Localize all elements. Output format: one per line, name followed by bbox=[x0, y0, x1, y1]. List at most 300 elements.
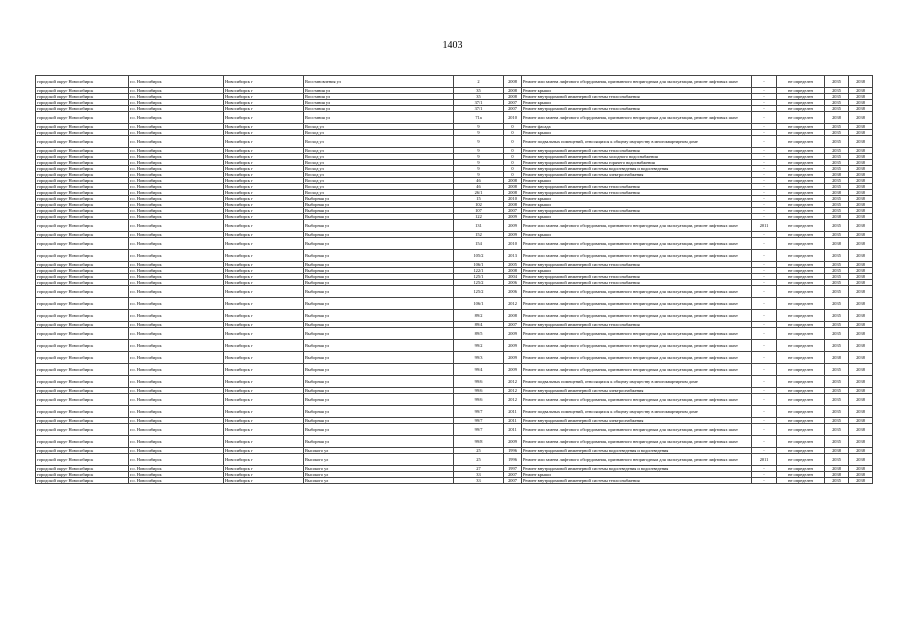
cell-locality: Новосибирск г bbox=[224, 208, 304, 214]
cell-year: 2008 bbox=[504, 268, 522, 274]
cell-year-from: 2035 bbox=[825, 268, 849, 274]
table-row bbox=[36, 76, 873, 88]
cell-status: не определен bbox=[777, 328, 825, 340]
cell-extra: - bbox=[752, 160, 777, 166]
cell-city: городской округ Новосибирск bbox=[36, 418, 129, 424]
cell-city: городской округ Новосибирск bbox=[36, 436, 129, 448]
cell-year: 2009 bbox=[504, 340, 522, 352]
cell-locality: Новосибирск г bbox=[224, 424, 304, 436]
cell-work: Ремонт или замена лифтового оборудования, признанного непригодным для эксплуатации, ремонт лифтовых шахт bbox=[522, 112, 752, 124]
cell-work: Ремонт или замена лифтового оборудования, признанного непригодным для эксплуатации, ремонт лифтовых шахт bbox=[522, 364, 752, 376]
cell-year: 2008 bbox=[504, 178, 522, 184]
cell-year-from: 2035 bbox=[825, 388, 849, 394]
cell-year-to: 2038 bbox=[849, 418, 873, 424]
cell-okrug: г.о. Новосибирск bbox=[129, 130, 224, 136]
cell-house: 89/5 bbox=[454, 328, 504, 340]
cell-status: не определен bbox=[777, 88, 825, 94]
cell-house: 125/1 bbox=[454, 274, 504, 280]
cell-status: не определен bbox=[777, 298, 825, 310]
cell-city: городской округ Новосибирск bbox=[36, 136, 129, 148]
cell-house: 33 bbox=[454, 472, 504, 478]
cell-okrug: г.о. Новосибирск bbox=[129, 166, 224, 172]
cell-year-from: 2035 bbox=[825, 76, 849, 88]
cell-year-to: 2038 bbox=[849, 262, 873, 268]
cell-okrug: г.о. Новосибирск bbox=[129, 262, 224, 268]
cell-year-from: 2038 bbox=[825, 352, 849, 364]
cell-extra: - bbox=[752, 190, 777, 196]
cell-work: Ремонт внутридомовой инженерной системы теплоснабжения bbox=[522, 280, 752, 286]
cell-street: Выборная ул bbox=[304, 220, 454, 232]
cell-year-from: 2035 bbox=[825, 208, 849, 214]
cell-locality: Новосибирск г bbox=[224, 190, 304, 196]
cell-okrug: г.о. Новосибирск bbox=[129, 322, 224, 328]
cell-locality: Новосибирск г bbox=[224, 184, 304, 190]
cell-okrug: г.о. Новосибирск bbox=[129, 436, 224, 448]
cell-status: не определен bbox=[777, 466, 825, 472]
cell-status: не определен bbox=[777, 148, 825, 154]
cell-work: Ремонт внутридомовой инженерной системы теплоснабжения bbox=[522, 184, 752, 190]
cell-status: не определен bbox=[777, 454, 825, 466]
cell-extra: - bbox=[752, 328, 777, 340]
cell-okrug: г.о. Новосибирск bbox=[129, 88, 224, 94]
cell-city: городской округ Новосибирск bbox=[36, 196, 129, 202]
table-row bbox=[36, 352, 873, 364]
cell-house: 9 bbox=[454, 136, 504, 148]
cell-work: Ремонт подвальных помещений, относящихся к общему имуществу в многоквартирном доме bbox=[522, 376, 752, 388]
cell-year-to: 2038 bbox=[849, 352, 873, 364]
cell-extra: - bbox=[752, 340, 777, 352]
cell-locality: Новосибирск г bbox=[224, 478, 304, 484]
cell-okrug: г.о. Новосибирск bbox=[129, 220, 224, 232]
cell-year-to: 2038 bbox=[849, 454, 873, 466]
cell-year-to: 2038 bbox=[849, 154, 873, 160]
cell-work: Ремонт внутридомовой инженерной системы теплоснабжения bbox=[522, 262, 752, 268]
cell-house: 9 bbox=[454, 166, 504, 172]
cell-work: Ремонт внутридомовой инженерной системы теплоснабжения bbox=[522, 322, 752, 328]
cell-year: 2008 bbox=[504, 76, 522, 88]
cell-work: Ремонт крыши bbox=[522, 100, 752, 106]
cell-status: не определен bbox=[777, 232, 825, 238]
cell-year-to: 2038 bbox=[849, 286, 873, 298]
cell-city: городской округ Новосибирск bbox=[36, 364, 129, 376]
cell-okrug: г.о. Новосибирск bbox=[129, 208, 224, 214]
cell-locality: Новосибирск г bbox=[224, 124, 304, 130]
cell-year-from: 2035 bbox=[825, 178, 849, 184]
cell-year-from: 2035 bbox=[825, 424, 849, 436]
cell-work: Ремонт внутридомовой инженерной системы холодного водоснабжения bbox=[522, 154, 752, 160]
cell-city: городской округ Новосибирск bbox=[36, 298, 129, 310]
cell-street: Выборная ул bbox=[304, 202, 454, 208]
cell-street: Восход ул bbox=[304, 178, 454, 184]
cell-locality: Новосибирск г bbox=[224, 106, 304, 112]
cell-locality: Новосибирск г bbox=[224, 454, 304, 466]
cell-extra: - bbox=[752, 154, 777, 160]
table-row bbox=[36, 406, 873, 418]
cell-locality: Новосибирск г bbox=[224, 268, 304, 274]
cell-house: 46 bbox=[454, 178, 504, 184]
cell-year-to: 2038 bbox=[849, 406, 873, 418]
table-row bbox=[36, 340, 873, 352]
cell-year-to: 2038 bbox=[849, 376, 873, 388]
cell-street: Восход ул bbox=[304, 160, 454, 166]
cell-status: не определен bbox=[777, 388, 825, 394]
cell-house: 89/4 bbox=[454, 322, 504, 328]
cell-year: 2007 bbox=[504, 472, 522, 478]
cell-year-from: 2035 bbox=[825, 250, 849, 262]
cell-okrug: г.о. Новосибирск bbox=[129, 154, 224, 160]
cell-extra: - bbox=[752, 262, 777, 268]
cell-okrug: г.о. Новосибирск bbox=[129, 160, 224, 166]
cell-status: не определен bbox=[777, 364, 825, 376]
cell-extra: - bbox=[752, 352, 777, 364]
cell-work: Ремонт или замена лифтового оборудования, признанного непригодным для эксплуатации, ремонт лифтовых шахт bbox=[522, 340, 752, 352]
table-body bbox=[36, 76, 873, 484]
cell-year: 0 bbox=[504, 130, 522, 136]
cell-status: не определен bbox=[777, 184, 825, 190]
cell-extra: - bbox=[752, 112, 777, 124]
cell-extra: - bbox=[752, 232, 777, 238]
cell-city: городской округ Новосибирск bbox=[36, 262, 129, 268]
cell-year: 2006 bbox=[504, 286, 522, 298]
cell-street: Восход ул bbox=[304, 166, 454, 172]
cell-year: 0 bbox=[504, 160, 522, 166]
cell-year-from: 2035 bbox=[825, 160, 849, 166]
cell-city: городской округ Новосибирск bbox=[36, 76, 129, 88]
cell-extra: - bbox=[752, 184, 777, 190]
cell-year-to: 2038 bbox=[849, 322, 873, 328]
cell-year-from: 2035 bbox=[825, 322, 849, 328]
cell-house: 122 bbox=[454, 214, 504, 220]
cell-year: 0 bbox=[504, 148, 522, 154]
cell-status: не определен bbox=[777, 310, 825, 322]
cell-work: Ремонт внутридомовой инженерной системы электроснабжения bbox=[522, 172, 752, 178]
cell-okrug: г.о. Новосибирск bbox=[129, 214, 224, 220]
cell-status: не определен bbox=[777, 130, 825, 136]
cell-city: городской округ Новосибирск bbox=[36, 280, 129, 286]
cell-locality: Новосибирск г bbox=[224, 172, 304, 178]
cell-okrug: г.о. Новосибирск bbox=[129, 466, 224, 472]
cell-city: городской округ Новосибирск bbox=[36, 238, 129, 250]
cell-city: городской округ Новосибирск bbox=[36, 214, 129, 220]
cell-year-from: 2035 bbox=[825, 454, 849, 466]
cell-year: 2012 bbox=[504, 388, 522, 394]
cell-year-from: 2035 bbox=[825, 94, 849, 100]
table-row bbox=[36, 250, 873, 262]
cell-locality: Новосибирск г bbox=[224, 436, 304, 448]
cell-year-from: 2035 bbox=[825, 286, 849, 298]
cell-work: Ремонт внутридомовой инженерной системы электроснабжения bbox=[522, 418, 752, 424]
cell-street: Восход ул bbox=[304, 124, 454, 130]
cell-work: Ремонт крыши bbox=[522, 268, 752, 274]
cell-okrug: г.о. Новосибирск bbox=[129, 454, 224, 466]
cell-year-from: 2035 bbox=[825, 202, 849, 208]
cell-year-to: 2038 bbox=[849, 196, 873, 202]
cell-extra: - bbox=[752, 310, 777, 322]
cell-work: Ремонт внутридомовой инженерной системы теплоснабжения bbox=[522, 190, 752, 196]
cell-work: Ремонт внутридомовой инженерной системы теплоснабжения bbox=[522, 274, 752, 280]
cell-house: 125/2 bbox=[454, 280, 504, 286]
cell-year-to: 2038 bbox=[849, 106, 873, 112]
cell-work: Ремонт внутридомовой инженерной системы электроснабжения bbox=[522, 388, 752, 394]
cell-street: Восход ул bbox=[304, 136, 454, 148]
cell-year-to: 2038 bbox=[849, 280, 873, 286]
cell-okrug: г.о. Новосибирск bbox=[129, 94, 224, 100]
table-row bbox=[36, 424, 873, 436]
cell-year: 2008 bbox=[504, 88, 522, 94]
cell-locality: Новосибирск г bbox=[224, 154, 304, 160]
cell-street: Восстания ул bbox=[304, 88, 454, 94]
cell-year-from: 2035 bbox=[825, 196, 849, 202]
cell-status: не определен bbox=[777, 376, 825, 388]
cell-okrug: г.о. Новосибирск bbox=[129, 148, 224, 154]
cell-okrug: г.о. Новосибирск bbox=[129, 424, 224, 436]
cell-locality: Новосибирск г bbox=[224, 376, 304, 388]
cell-street: Восстановления ул bbox=[304, 76, 454, 88]
cell-street: Восстания ул bbox=[304, 100, 454, 106]
cell-street: Восстания ул bbox=[304, 112, 454, 124]
cell-okrug: г.о. Новосибирск bbox=[129, 328, 224, 340]
cell-year: 2007 bbox=[504, 106, 522, 112]
cell-work: Ремонт внутридомовой инженерной системы теплоснабжения bbox=[522, 148, 752, 154]
cell-extra: - bbox=[752, 448, 777, 454]
cell-extra: - bbox=[752, 298, 777, 310]
cell-extra: 2011 bbox=[752, 220, 777, 232]
cell-year: 2005 bbox=[504, 262, 522, 268]
cell-year-from: 2035 bbox=[825, 184, 849, 190]
cell-status: не определен bbox=[777, 154, 825, 160]
table-row bbox=[36, 436, 873, 448]
cell-year: 0 bbox=[504, 154, 522, 160]
cell-okrug: г.о. Новосибирск bbox=[129, 274, 224, 280]
cell-extra: - bbox=[752, 106, 777, 112]
cell-year-to: 2038 bbox=[849, 310, 873, 322]
cell-street: Выборная ул bbox=[304, 214, 454, 220]
cell-status: не определен bbox=[777, 208, 825, 214]
cell-year-from: 2038 bbox=[825, 448, 849, 454]
cell-year: 2010 bbox=[504, 238, 522, 250]
cell-house: 9 bbox=[454, 148, 504, 154]
cell-status: не определен bbox=[777, 100, 825, 106]
cell-year: 1996 bbox=[504, 448, 522, 454]
cell-city: городской округ Новосибирск bbox=[36, 94, 129, 100]
cell-year-from: 2035 bbox=[825, 148, 849, 154]
cell-year-from: 2035 bbox=[825, 298, 849, 310]
cell-city: городской округ Новосибирск bbox=[36, 268, 129, 274]
cell-extra: - bbox=[752, 280, 777, 286]
cell-house: 154 bbox=[454, 238, 504, 250]
cell-house: 99/8 bbox=[454, 436, 504, 448]
cell-locality: Новосибирск г bbox=[224, 298, 304, 310]
cell-year-from: 2038 bbox=[825, 190, 849, 196]
cell-year-to: 2038 bbox=[849, 340, 873, 352]
cell-house: 33 bbox=[454, 478, 504, 484]
cell-street: Выборная ул bbox=[304, 388, 454, 394]
cell-work: Ремонт внутридомовой инженерной системы водоотведения и водоотведения bbox=[522, 466, 752, 472]
cell-okrug: г.о. Новосибирск bbox=[129, 298, 224, 310]
cell-locality: Новосибирск г bbox=[224, 220, 304, 232]
cell-okrug: г.о. Новосибирск bbox=[129, 172, 224, 178]
cell-extra: - bbox=[752, 208, 777, 214]
cell-extra: - bbox=[752, 100, 777, 106]
cell-okrug: г.о. Новосибирск bbox=[129, 136, 224, 148]
cell-okrug: г.о. Новосибирск bbox=[129, 250, 224, 262]
cell-city: городской округ Новосибирск bbox=[36, 466, 129, 472]
cell-okrug: г.о. Новосибирск bbox=[129, 310, 224, 322]
cell-house: 9 bbox=[454, 160, 504, 166]
cell-work: Ремонт или замена лифтового оборудования, признанного непригодным для эксплуатации, ремонт лифтовых шахт bbox=[522, 424, 752, 436]
cell-city: городской округ Новосибирск bbox=[36, 388, 129, 394]
cell-year-from: 2035 bbox=[825, 364, 849, 376]
cell-city: городской округ Новосибирск bbox=[36, 328, 129, 340]
cell-status: не определен bbox=[777, 172, 825, 178]
cell-year-from: 2035 bbox=[825, 124, 849, 130]
cell-city: городской округ Новосибирск bbox=[36, 232, 129, 238]
cell-year-to: 2038 bbox=[849, 328, 873, 340]
cell-year-to: 2038 bbox=[849, 250, 873, 262]
cell-extra: - bbox=[752, 268, 777, 274]
cell-house: 27 bbox=[454, 466, 504, 472]
cell-year-from: 2035 bbox=[825, 130, 849, 136]
table-row bbox=[36, 364, 873, 376]
cell-year-from: 2038 bbox=[825, 214, 849, 220]
cell-year-to: 2038 bbox=[849, 172, 873, 178]
cell-street: Выборная ул bbox=[304, 406, 454, 418]
cell-street: Восход ул bbox=[304, 190, 454, 196]
table-row bbox=[36, 298, 873, 310]
cell-status: не определен bbox=[777, 250, 825, 262]
cell-okrug: г.о. Новосибирск bbox=[129, 364, 224, 376]
cell-okrug: г.о. Новосибирск bbox=[129, 388, 224, 394]
cell-status: не определен bbox=[777, 424, 825, 436]
cell-house: 106/1 bbox=[454, 262, 504, 268]
cell-house: 131 bbox=[454, 220, 504, 232]
cell-street: Выборная ул bbox=[304, 262, 454, 268]
cell-year-to: 2038 bbox=[849, 466, 873, 472]
cell-okrug: г.о. Новосибирск bbox=[129, 202, 224, 208]
cell-house: 152 bbox=[454, 232, 504, 238]
cell-street: Выборная ул bbox=[304, 376, 454, 388]
cell-year: 2011 bbox=[504, 418, 522, 424]
cell-work: Ремонт или замена лифтового оборудования, признанного непригодным для эксплуатации, ремонт лифтовых шахт bbox=[522, 352, 752, 364]
cell-okrug: г.о. Новосибирск bbox=[129, 190, 224, 196]
cell-house: 99/7 bbox=[454, 424, 504, 436]
cell-year-to: 2038 bbox=[849, 238, 873, 250]
cell-extra: - bbox=[752, 202, 777, 208]
cell-year-to: 2038 bbox=[849, 76, 873, 88]
cell-work: Ремонт или замена лифтового оборудования, признанного непригодным для эксплуатации, ремонт лифтовых шахт bbox=[522, 250, 752, 262]
cell-year: 2004 bbox=[504, 274, 522, 280]
cell-house: 37/1 bbox=[454, 100, 504, 106]
cell-locality: Новосибирск г bbox=[224, 274, 304, 280]
cell-year-to: 2038 bbox=[849, 388, 873, 394]
cell-year: 0 bbox=[504, 172, 522, 178]
cell-extra: - bbox=[752, 88, 777, 94]
cell-locality: Новосибирск г bbox=[224, 280, 304, 286]
cell-locality: Новосибирск г bbox=[224, 310, 304, 322]
cell-year: 2009 bbox=[504, 214, 522, 220]
cell-locality: Новосибирск г bbox=[224, 250, 304, 262]
cell-extra: - bbox=[752, 478, 777, 484]
cell-city: городской округ Новосибирск bbox=[36, 424, 129, 436]
table-row bbox=[36, 454, 873, 466]
cell-status: не определен bbox=[777, 238, 825, 250]
cell-year-to: 2038 bbox=[849, 202, 873, 208]
cell-locality: Новосибирск г bbox=[224, 352, 304, 364]
cell-city: городской округ Новосибирск bbox=[36, 154, 129, 160]
cell-year: 0 bbox=[504, 124, 522, 130]
cell-year-to: 2038 bbox=[849, 220, 873, 232]
cell-work: Ремонт крыши bbox=[522, 196, 752, 202]
cell-year-to: 2038 bbox=[849, 184, 873, 190]
cell-status: не определен bbox=[777, 214, 825, 220]
cell-status: не определен bbox=[777, 418, 825, 424]
cell-extra: - bbox=[752, 424, 777, 436]
cell-year-to: 2038 bbox=[849, 178, 873, 184]
cell-work: Ремонт внутридомовой инженерной системы теплоснабжения bbox=[522, 106, 752, 112]
cell-status: не определен bbox=[777, 268, 825, 274]
cell-house: 26/1 bbox=[454, 190, 504, 196]
cell-okrug: г.о. Новосибирск bbox=[129, 112, 224, 124]
table-row bbox=[36, 136, 873, 148]
cell-year-to: 2038 bbox=[849, 424, 873, 436]
cell-house: 99/3 bbox=[454, 352, 504, 364]
cell-locality: Новосибирск г bbox=[224, 388, 304, 394]
cell-work: Ремонт крыши bbox=[522, 88, 752, 94]
cell-year: 2006 bbox=[504, 280, 522, 286]
cell-year: 2009 bbox=[504, 352, 522, 364]
cell-year-from: 2038 bbox=[825, 238, 849, 250]
cell-locality: Новосибирск г bbox=[224, 322, 304, 328]
cell-extra: - bbox=[752, 238, 777, 250]
cell-okrug: г.о. Новосибирск bbox=[129, 406, 224, 418]
cell-year-from: 2035 bbox=[825, 106, 849, 112]
cell-year-to: 2038 bbox=[849, 232, 873, 238]
cell-year-from: 2035 bbox=[825, 328, 849, 340]
cell-status: не определен bbox=[777, 106, 825, 112]
cell-street: Высокого ул bbox=[304, 472, 454, 478]
cell-year: 2007 bbox=[504, 478, 522, 484]
cell-year: 1996 bbox=[504, 454, 522, 466]
cell-status: не определен bbox=[777, 448, 825, 454]
cell-extra: - bbox=[752, 472, 777, 478]
cell-locality: Новосибирск г bbox=[224, 166, 304, 172]
cell-extra: - bbox=[752, 172, 777, 178]
cell-year-to: 2038 bbox=[849, 124, 873, 130]
cell-status: не определен bbox=[777, 112, 825, 124]
cell-okrug: г.о. Новосибирск bbox=[129, 448, 224, 454]
cell-year-to: 2038 bbox=[849, 136, 873, 148]
cell-year-from: 2038 bbox=[825, 112, 849, 124]
cell-year-from: 2035 bbox=[825, 406, 849, 418]
cell-city: городской округ Новосибирск bbox=[36, 352, 129, 364]
cell-status: не определен bbox=[777, 124, 825, 130]
cell-extra: - bbox=[752, 166, 777, 172]
cell-work: Ремонт внутридомовой инженерной системы водоотведения и водоотведения bbox=[522, 166, 752, 172]
cell-year-to: 2038 bbox=[849, 364, 873, 376]
cell-year-to: 2038 bbox=[849, 94, 873, 100]
cell-city: городской округ Новосибирск bbox=[36, 454, 129, 466]
cell-work: Ремонт крыши bbox=[522, 214, 752, 220]
cell-city: городской округ Новосибирск bbox=[36, 250, 129, 262]
cell-work: Ремонт или замена лифтового оборудования, признанного непригодным для эксплуатации, ремонт лифтовых шахт bbox=[522, 286, 752, 298]
cell-extra: - bbox=[752, 418, 777, 424]
cell-year: 2009 bbox=[504, 232, 522, 238]
cell-year-from: 2035 bbox=[825, 154, 849, 160]
cell-work: Ремонт крыши bbox=[522, 178, 752, 184]
cell-city: городской округ Новосибирск bbox=[36, 190, 129, 196]
cell-street: Восстания ул bbox=[304, 94, 454, 100]
table-row bbox=[36, 112, 873, 124]
